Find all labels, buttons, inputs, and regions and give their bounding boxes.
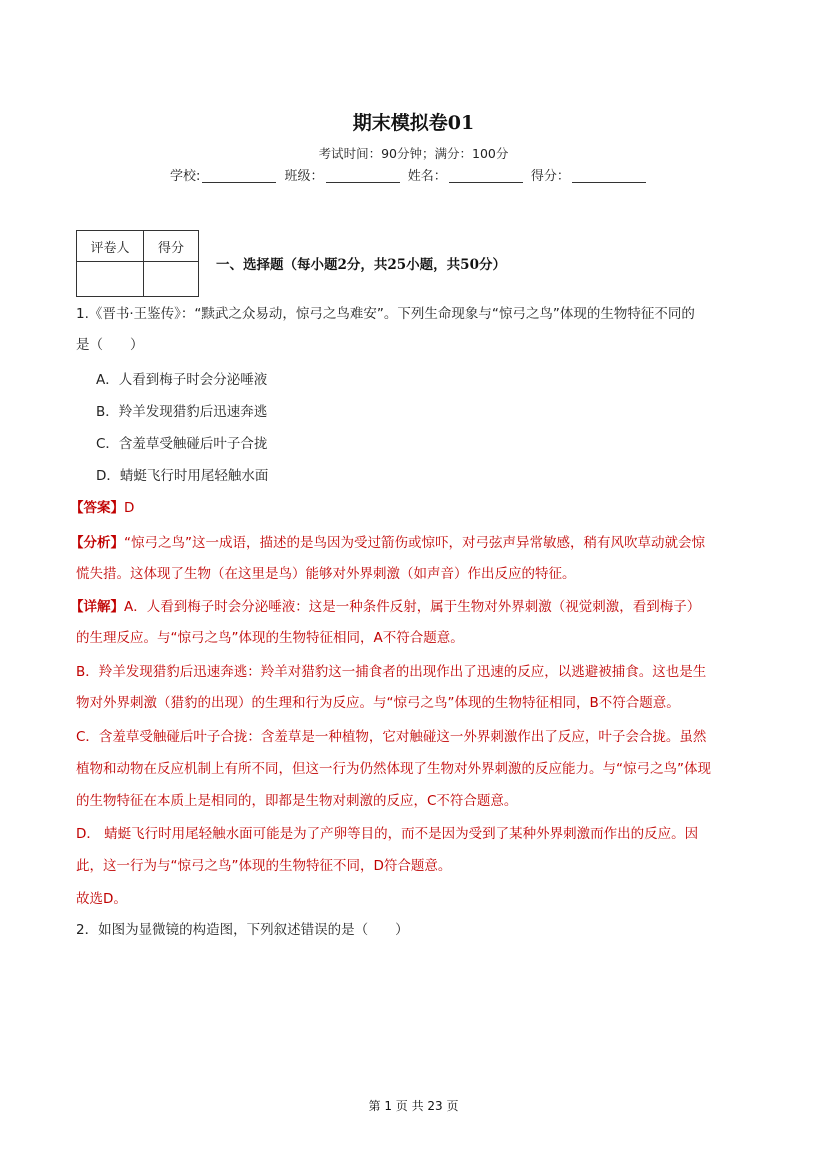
q2-stem: 2．如图为显微镜的构造图，下列叙述错误的是（ ） (76, 922, 409, 938)
score-blank[interactable] (572, 168, 646, 183)
q1-stem-line1: 1.《晋书·王鉴传》：“黩武之众易动，惊弓之鸟难安”。下列生命现象与“惊弓之鸟”体现的生物特征不同的 (76, 306, 695, 322)
q1-detail-line9: 此，这一行为与“惊弓之鸟”体现的生物特征不同，D符合题意。 (76, 858, 452, 874)
q1-detail-line6: 植物和动物在反应机制上有所不同，但这一行为仍然体现了生物对外界刺激的反应能力。与“惊弓之鸟”体现 (76, 761, 711, 777)
q1-option-d: D．蜻蜓飞行时用尾轻触水面 (96, 468, 269, 484)
page-number: 第 1 页 共 23 页 (368, 1099, 459, 1113)
q1-analysis-line2: 慌失措。这体现了生物（在这里是鸟）能够对外界刺激（如声音）作出反应的特征。 (76, 566, 576, 582)
grader-header-cell: 评卷人 (77, 231, 144, 262)
analysis-tag: 【分析】 (70, 535, 124, 551)
q1-detail-line1 (70, 597, 700, 617)
school-blank[interactable] (202, 168, 276, 183)
q1-detail-line7: 的生物特征在本质上是相同的，即都是生物对刺激的反应，C不符合题意。 (76, 793, 518, 809)
analysis-text-1: “惊弓之鸟”这一成语，描述的是鸟因为受过箭伤或惊吓，对弓弦声异常敏感，稍有风吹草动就会惊 (124, 535, 705, 551)
score-input-cell[interactable] (144, 262, 199, 297)
page-title: 期末模拟卷01 (352, 112, 475, 134)
school-label: 学校: (170, 169, 201, 184)
detail-tag: 【详解】 (70, 599, 124, 615)
score-header-cell: 得分 (144, 231, 199, 262)
q1-detail-line3: B．羚羊发现猎豹后迅速奔逃：羚羊对猎豹这一捕食者的出现作出了迅速的反应，以逃避被捕食。这也是生 (76, 664, 707, 680)
grader-score-table (76, 230, 199, 297)
name-label: 姓名： (407, 169, 447, 184)
q1-option-b: B．羚羊发现猎豹后迅速奔逃 (96, 404, 268, 420)
class-blank[interactable] (326, 168, 400, 183)
q1-conclusion: 故选D。 (76, 891, 127, 907)
q1-detail-line4: 物对外界刺激（猎豹的出现）的生理和行为反应。与“惊弓之鸟”体现的生物特征相同，B不符合题意。 (76, 695, 680, 711)
q1-option-c: C．含羞草受触碰后叶子合拢 (96, 436, 268, 452)
q1-detail-line8: D． 蜻蜓飞行时用尾轻触水面可能是为了产卵等目的，而不是因为受到了某种外界刺激而作出的反应。因 (76, 826, 699, 842)
q1-option-a: A．人看到梅子时会分泌唾液 (96, 372, 268, 388)
answer-tag: 【答案】 (70, 500, 124, 516)
q1-detail-line5: C．含羞草受触碰后叶子合拢：含羞草是一种植物，它对触碰这一外界刺激作出了反应，叶子会合拢。虽然 (76, 729, 707, 745)
section-heading: 一、选择题（每小题2分，共25小题，共50分） (216, 257, 506, 273)
q1-answer (70, 498, 134, 518)
name-blank[interactable] (449, 168, 523, 183)
score-label: 得分： (530, 169, 570, 184)
class-label: 班级： (284, 169, 324, 184)
q1-stem-line2: 是（ ） (76, 337, 144, 353)
q1-detail-line2: 的生理反应。与“惊弓之鸟”体现的生物特征相同，A不符合题意。 (76, 630, 464, 646)
q1-analysis-line1 (70, 533, 705, 553)
answer-value: D (124, 500, 135, 516)
grader-input-cell[interactable] (77, 262, 144, 297)
exam-time-info: 考试时间：90分钟；满分：100分 (318, 146, 509, 161)
detail-text-1: A．人看到梅子时会分泌唾液：这是一种条件反射，属于生物对外界刺激（视觉刺激，看到梅子） (124, 599, 701, 615)
student-info-line (170, 165, 650, 184)
